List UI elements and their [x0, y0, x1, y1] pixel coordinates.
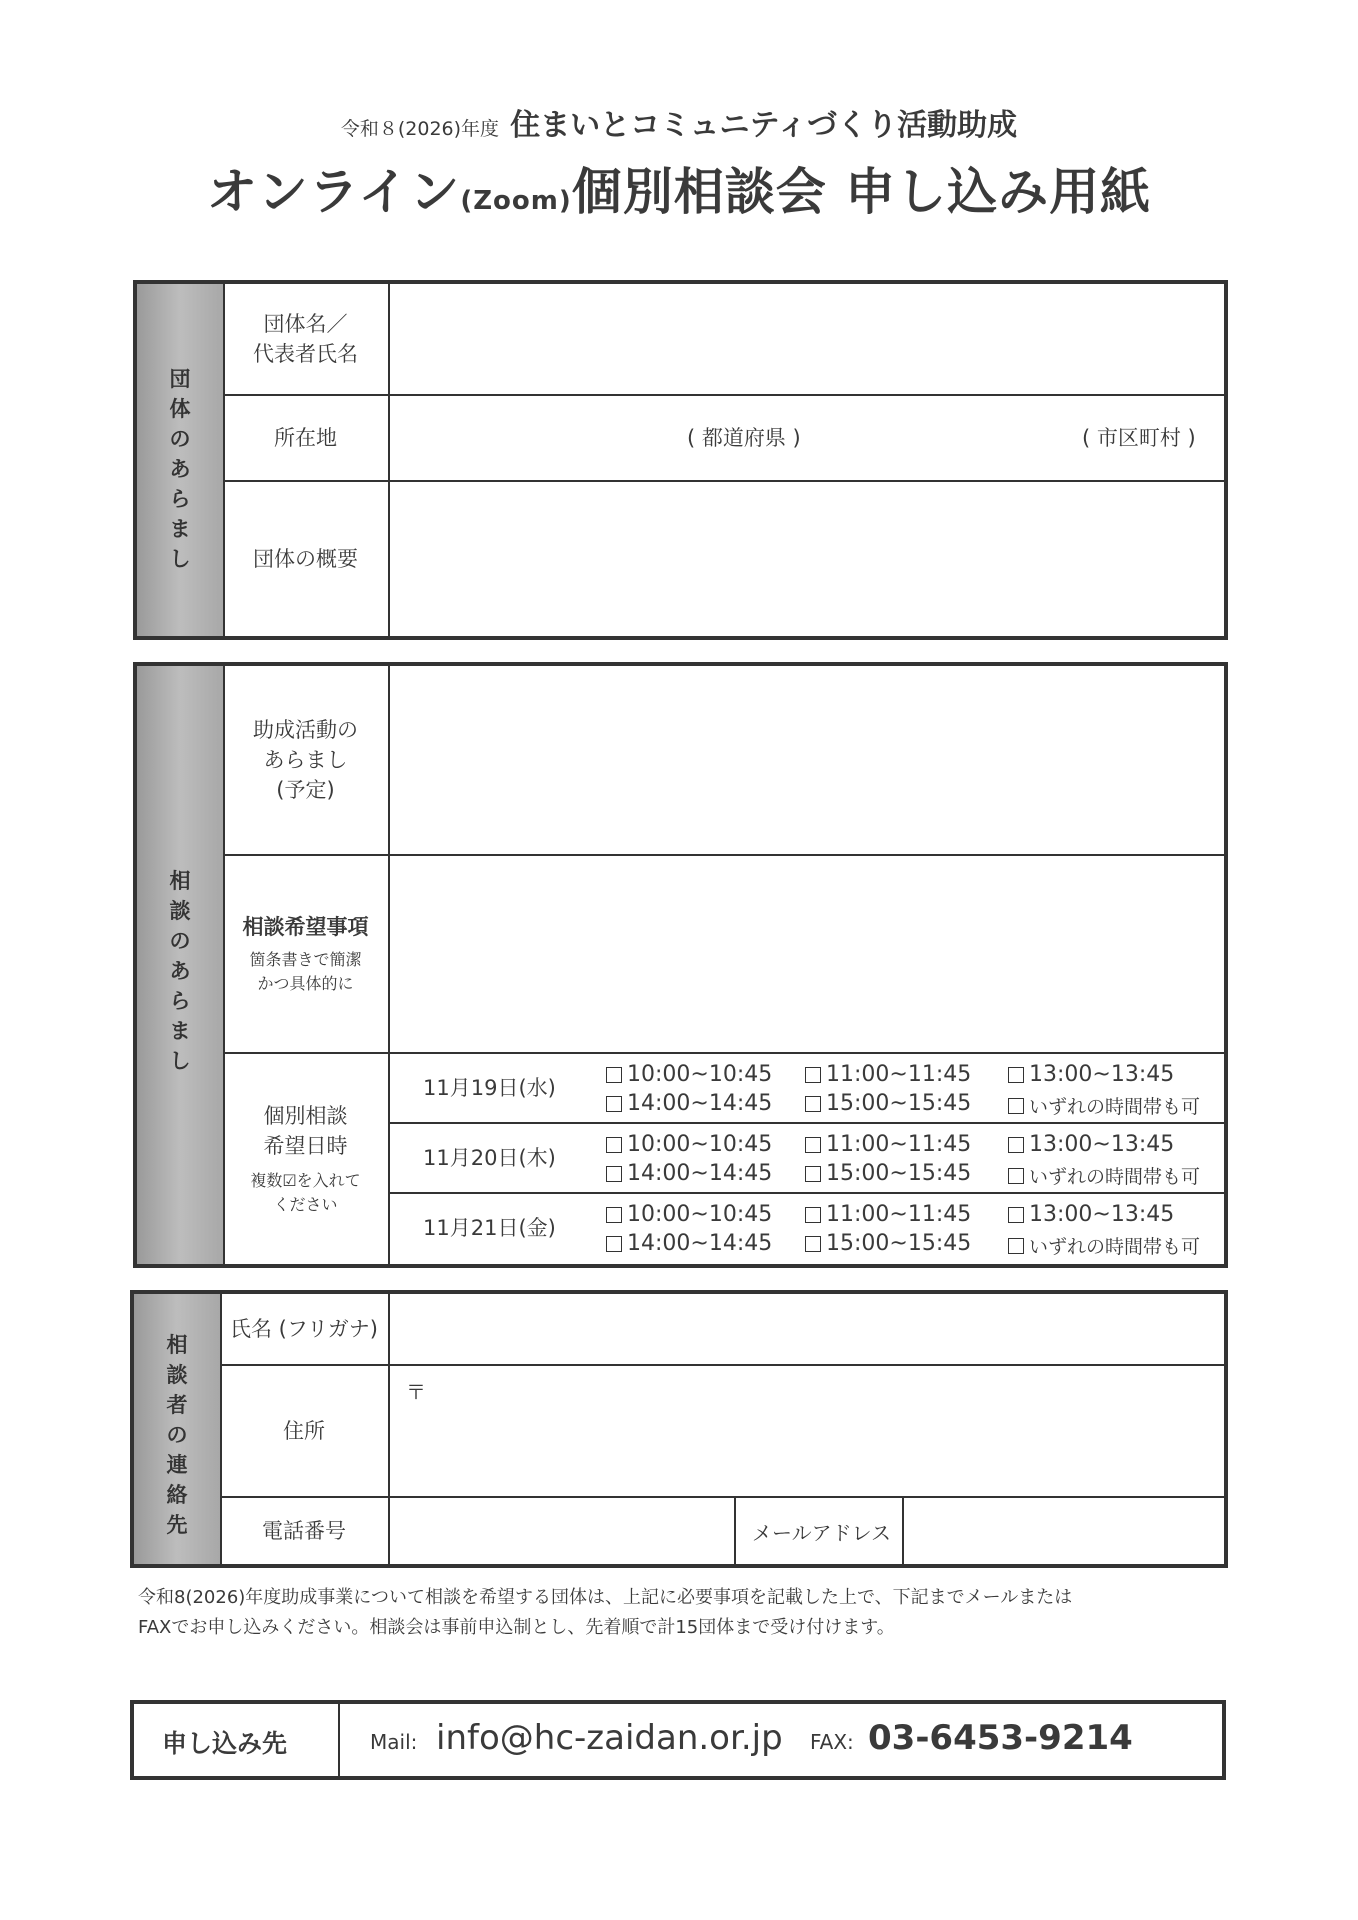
fax-number: 03-6453-9214	[868, 1718, 1133, 1758]
header-subtitle	[0, 100, 1358, 144]
slot-checkbox[interactable]: 10:00~10:45	[606, 1062, 772, 1087]
slot-checkbox[interactable]: 13:00~13:45	[1008, 1202, 1174, 1227]
mail-label: Mail:	[370, 1730, 418, 1754]
postal-mark: 〒	[406, 1380, 426, 1404]
prefecture-hint: ( 都道府県 )	[687, 426, 801, 450]
contact-label: 申し込み先	[162, 1729, 288, 1758]
notice-text: 令和8(2026)年度助成事業について相談を希望する団体は、上記に必要事項を記載した上で、下記までメールまたは FAXでお申し込みください。相談会は事前申込制とし、先着順で計15団体まで受け付けます。	[138, 1587, 1073, 1638]
slot-checkbox[interactable]: 13:00~13:45	[1008, 1132, 1174, 1157]
slot-checkbox[interactable]: 14:00~14:45	[606, 1231, 772, 1256]
contact-section	[130, 1290, 1228, 1568]
city-hint: ( 市区町村 )	[1082, 426, 1196, 450]
name-label: 氏名 (フリガナ)	[220, 1294, 390, 1364]
email-label: メールアドレス	[752, 1521, 891, 1545]
overview-label: 団体の概要	[223, 482, 390, 636]
date-label: 個別相談 希望日時 複数☑を入れて ください	[223, 1054, 390, 1264]
section-side-label: 相 談 の あ ら ま し	[137, 666, 225, 1264]
application-contact	[130, 1700, 1226, 1780]
title-suffix: 個別相談会 申し込み用紙	[571, 163, 1152, 221]
activity-label: 助成活動の あらまし (予定)	[223, 666, 390, 854]
slot-checkbox[interactable]: 15:00~15:45	[805, 1091, 971, 1116]
slot-checkbox[interactable]: 15:00~15:45	[805, 1161, 971, 1186]
title-prefix: オンライン	[206, 163, 461, 221]
slot-checkbox[interactable]: いずれの時間帯も可	[1008, 1092, 1200, 1119]
date-nov19: 11月19日(水)	[423, 1076, 556, 1100]
slot-checkbox[interactable]: 11:00~11:45	[805, 1132, 971, 1157]
organization-section	[133, 280, 1228, 640]
slot-checkbox[interactable]: いずれの時間帯も可	[1008, 1232, 1200, 1259]
slot-checkbox[interactable]: 11:00~11:45	[805, 1062, 971, 1087]
slot-checkbox[interactable]: 14:00~14:45	[606, 1091, 772, 1116]
page-title	[0, 152, 1358, 224]
fiscal-year: 令和８(2026)年度	[340, 118, 500, 140]
request-label: 相談希望事項 箇条書きで簡潔 かつ具体的に	[223, 856, 390, 1052]
address-label: 所在地	[223, 396, 390, 480]
slot-checkbox[interactable]: 11:00~11:45	[805, 1202, 971, 1227]
section-side-label: 団 体 の あ ら ま し	[137, 284, 225, 636]
slot-checkbox[interactable]: 10:00~10:45	[606, 1202, 772, 1227]
section-side-label: 相 談 者 の 連 絡 先	[134, 1294, 222, 1564]
address-label: 住所	[220, 1366, 390, 1496]
fax-label: FAX:	[810, 1730, 854, 1754]
slot-checkbox[interactable]: 13:00~13:45	[1008, 1062, 1174, 1087]
org-name-label: 団体名／ 代表者氏名	[223, 284, 390, 394]
slot-checkbox[interactable]: いずれの時間帯も可	[1008, 1162, 1200, 1189]
slot-checkbox[interactable]: 10:00~10:45	[606, 1132, 772, 1157]
date-nov20: 11月20日(木)	[423, 1146, 556, 1170]
phone-label: 電話番号	[220, 1498, 390, 1564]
slot-checkbox[interactable]: 15:00~15:45	[805, 1231, 971, 1256]
title-zoom: (Zoom)	[460, 186, 572, 216]
slot-checkbox[interactable]: 14:00~14:45	[606, 1161, 772, 1186]
program-name: 住まいとコミュニティづくり活動助成	[510, 108, 1018, 143]
consultation-section	[133, 662, 1228, 1268]
date-nov21: 11月21日(金)	[423, 1216, 556, 1240]
mail-address[interactable]: info@hc-zaidan.or.jp	[436, 1718, 783, 1758]
